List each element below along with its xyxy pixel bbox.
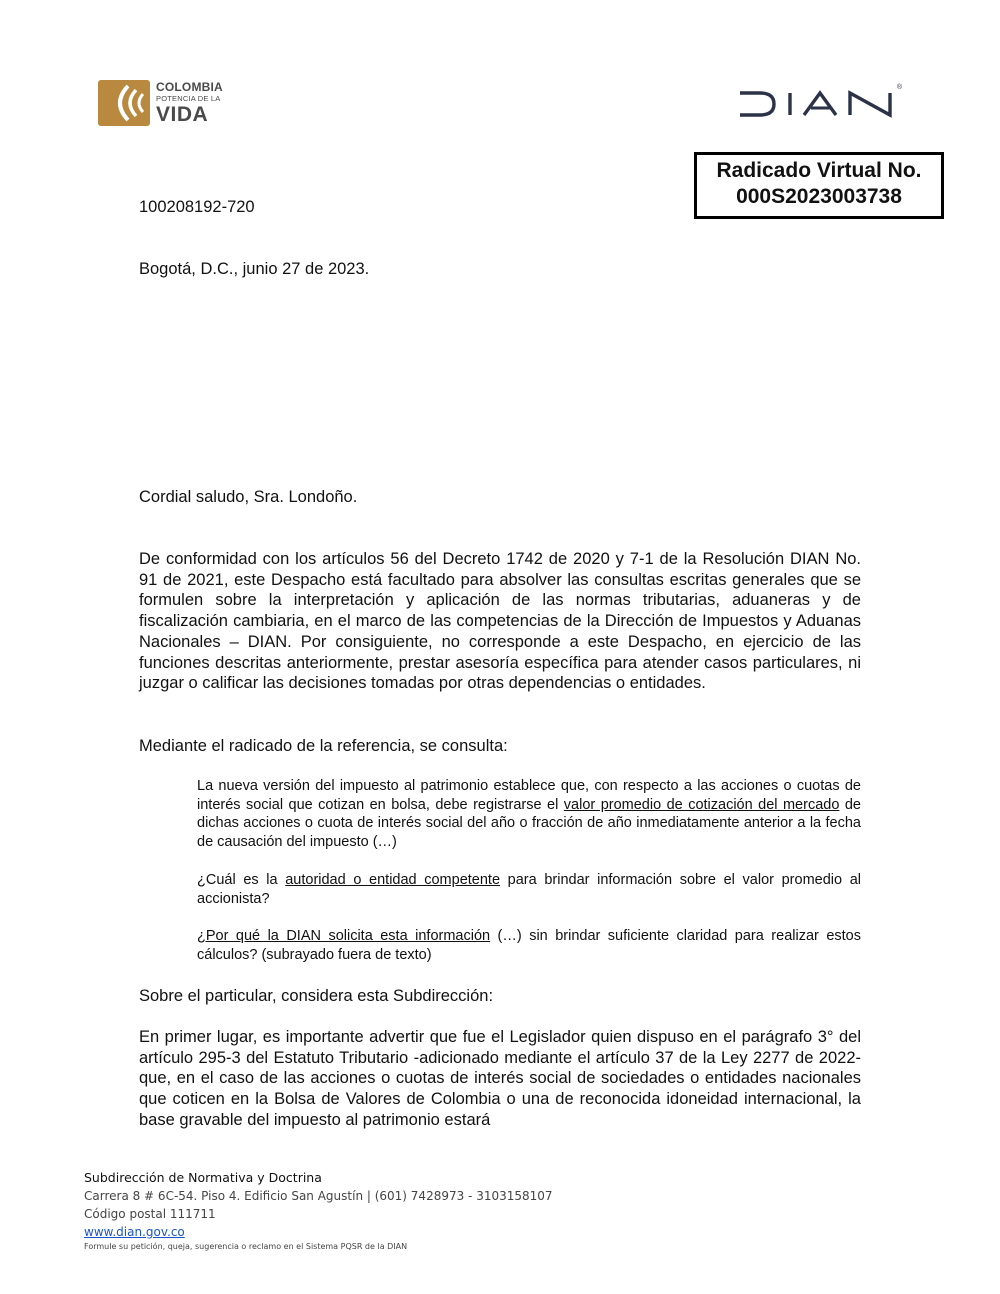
quote-3-underlined: ¿Por qué la DIAN solicita esta información xyxy=(197,928,491,944)
quote-3-after: (…) sin brindar suficiente claridad para realizar estos cálculos? (subrayado fuera de texto) xyxy=(197,928,861,963)
radicado-number: 000S2023003738 xyxy=(736,185,902,208)
colombia-emblem-icon xyxy=(98,80,150,126)
quote-2-after: para brindar información sobre el valor promedio al accionista? xyxy=(197,872,861,907)
dian-wordmark-icon xyxy=(738,84,900,124)
quote-3 xyxy=(197,927,861,964)
footer-postal-code: Código postal 111711 xyxy=(84,1207,216,1221)
quote-1-underlined: valor promedio de cotización del mercado xyxy=(563,796,840,813)
footer-address: Carrera 8 # 6C-54. Piso 4. Edificio San Agustín | (601) 7428973 - 3103158107 xyxy=(84,1189,553,1203)
letter-date: Bogotá, D.C., junio 27 de 2023. xyxy=(139,260,370,278)
paragraph-particular: Sobre el particular, considera esta Subdirección: xyxy=(139,987,494,1005)
paragraph-competence: De conformidad con los artículos 56 del Decreto 1742 de 2020 y 7-1 de la Resolución DIAN No. 91 de 2021, este Despacho está facultado para absolver las consultas escritas generales que se formulen sobre la interpretación y aplicación de las normas tributarias, aduaneras y de fiscalización cambiaria, en el marco de las competencias de la Dirección de Impuestos y Aduanas Nacionales – DIAN. Por consiguiente, no corresponde a este Despacho, en ejercicio de las funciones descritas anteriormente, prestar asesoría específica para atender casos particulares, ni juzgar o calificar las decisiones tomadas por otras dependencias o entidades. xyxy=(139,550,861,693)
registered-mark: ® xyxy=(896,84,902,91)
quote-1-before: La nueva versión del impuesto al patrimonio establece que, con respecto a las acciones o cuotas de interés social que cotizan en bolsa, debe registrarse el xyxy=(197,778,861,813)
paragraph-consulta-intro: Mediante el radicado de la referencia, se consulta: xyxy=(139,737,508,755)
greeting: Cordial saludo, Sra. Londoño. xyxy=(139,488,358,506)
quote-2-before: ¿Cuál es la xyxy=(197,872,286,888)
quote-2 xyxy=(197,871,861,908)
radicado-box xyxy=(694,152,944,219)
colombia-potencia-vida-logo xyxy=(98,78,238,128)
radicado-label: Radicado Virtual No. xyxy=(716,159,922,182)
footer-office: Subdirección de Normativa y Doctrina xyxy=(84,1170,322,1185)
page-footer xyxy=(84,1169,553,1253)
quote-1 xyxy=(197,777,861,851)
quote-2-underlined: autoridad o entidad competente xyxy=(285,872,501,888)
footer-pqsr-note: Formule su petición, queja, sugerencia o reclamo en el Sistema PQSR de la DIAN xyxy=(84,1242,408,1251)
dian-logo xyxy=(738,84,904,124)
quote-1-after: de dichas acciones o cuota de interés social del año o fracción de año inmediatamente anterior a la fecha de causación del impuesto (…) xyxy=(197,796,861,850)
logo-line-3: VIDA xyxy=(156,102,209,126)
reference-number: 100208192-720 xyxy=(139,198,255,216)
logo-line-2: POTENCIA DE LA xyxy=(156,94,221,104)
logo-line-1: COLOMBIA xyxy=(156,80,223,95)
footer-website-link[interactable]: www.dian.gov.co xyxy=(84,1225,185,1239)
paragraph-legislador: En primer lugar, es importante advertir que fue el Legislador quien dispuso en el parágrafo 3° del artículo 295-3 del Estatuto Tributario -adicionado mediante el artículo 37 de la Ley 2277 de 2022- que, en el caso de las acciones o cuotas de interés social de sociedades o entidades nacionales que coticen en la Bolsa de Valores de Colombia o una de reconocida idoneidad internacional, la base gravable del impuesto al patrimonio estará xyxy=(139,1028,861,1129)
